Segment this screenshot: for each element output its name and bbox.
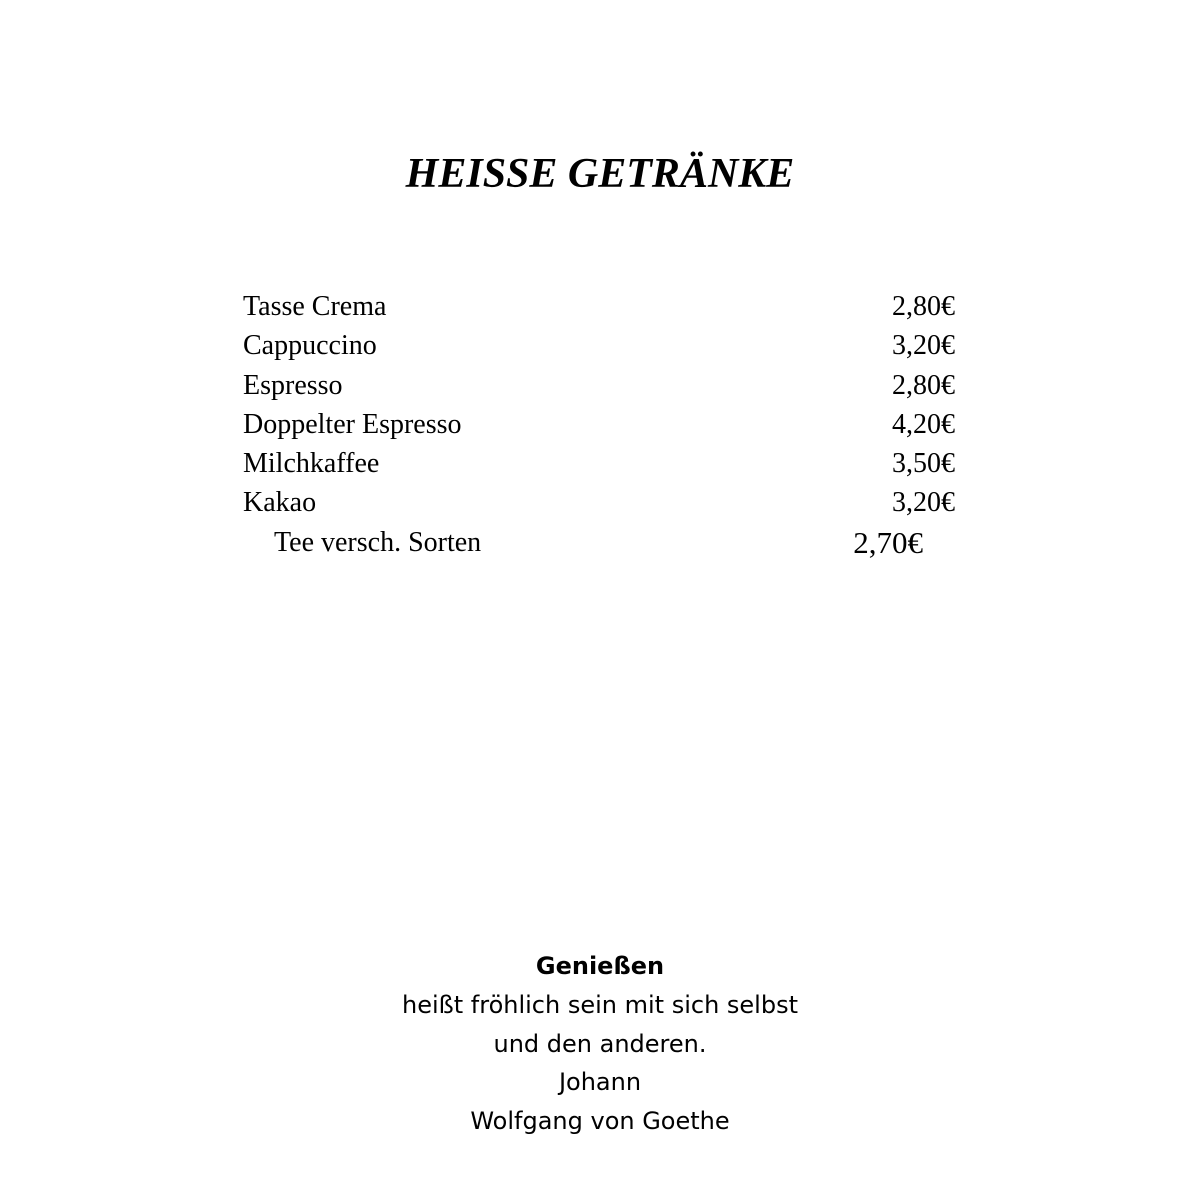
quote-author-name: Wolfgang von Goethe [470,1107,730,1136]
menu-item [0,287,1200,326]
quote-author-first-name: Johann [558,1068,642,1097]
menu-item-price: 3,20€ [892,330,955,362]
menu-item-price: 4,20€ [892,408,955,440]
menu-item [0,326,1200,365]
menu-item-name: Kakao [243,487,317,519]
menu-item-name: Tasse Crema [243,291,387,322]
quote-line: und den anderen. [493,1029,707,1058]
drinks-menu-list [0,287,1200,562]
menu-item-name: Doppelter Espresso [243,408,462,440]
menu-item-price: 2,70€ [853,524,923,560]
menu-item [0,483,1200,522]
menu-item [0,366,1200,405]
menu-item-name: Tee versch. Sorten [274,526,482,558]
menu-item-name: Cappuccino [243,330,377,362]
menu-item-price: 3,20€ [892,487,955,519]
quote-heading: Genießen [535,952,665,980]
menu-item-price: 3,50€ [892,448,955,480]
menu-item-name: Espresso [243,369,343,401]
menu-item-price: 2,80€ [892,291,955,322]
goethe-quote [0,947,1200,1141]
page-title: HEISSE GETRÄNKE [405,151,795,197]
menu-item-price: 2,80€ [892,369,955,401]
menu-item [0,523,1200,562]
menu-item [0,444,1200,483]
quote-line: heißt fröhlich sein mit sich selbst [401,990,798,1019]
menu-item-name: Milchkaffee [243,448,380,480]
menu-item [0,405,1200,444]
